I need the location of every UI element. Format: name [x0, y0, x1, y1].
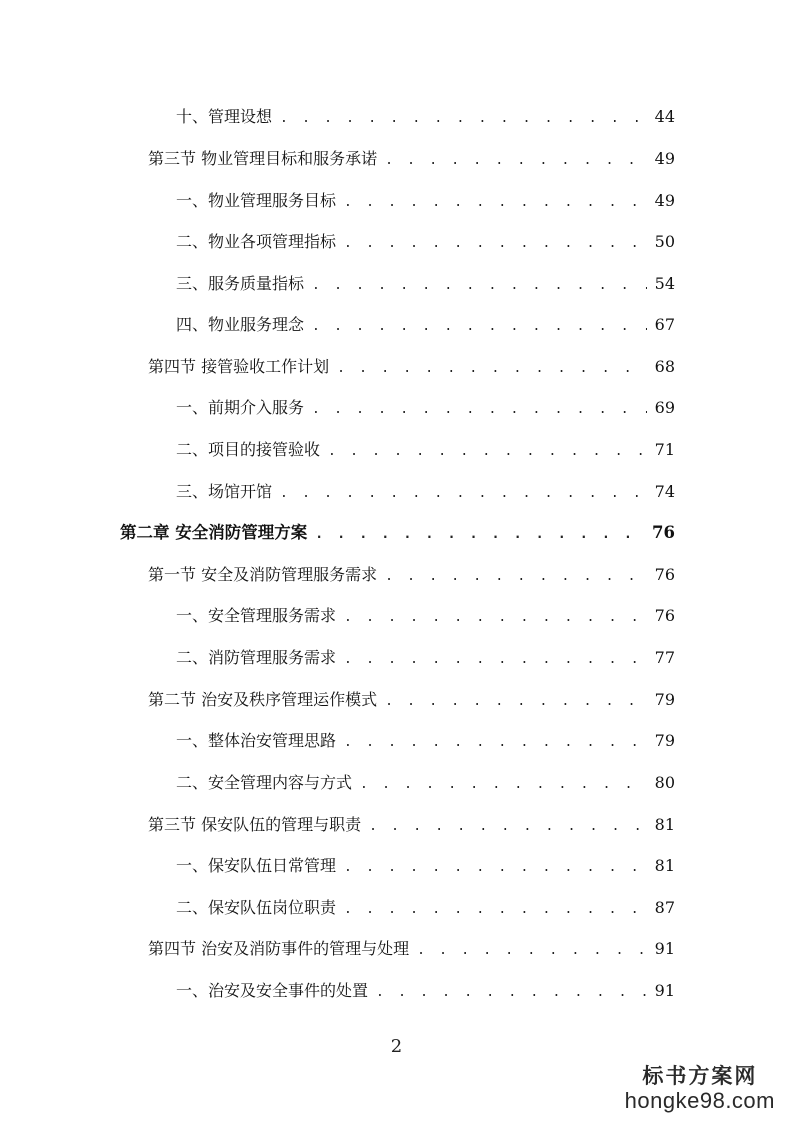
toc-entry-page: 76 — [652, 523, 675, 542]
toc-entry-label: 二、安全管理内容与方式 — [176, 773, 353, 792]
toc-leader-dots — [312, 271, 647, 301]
toc-entry-page: 80 — [654, 773, 675, 792]
toc-leader-dots — [328, 437, 647, 467]
toc-entry-page: 91 — [654, 939, 675, 958]
toc-entry-page: 77 — [654, 648, 675, 667]
toc-entry-label: 一、物业管理服务目标 — [176, 191, 337, 210]
toc-entry-label: 第二章 安全消防管理方案 — [120, 523, 308, 542]
toc-entry-page: 81 — [654, 815, 675, 834]
toc-entry-page: 54 — [654, 274, 675, 293]
toc-leader-dots — [385, 146, 647, 176]
toc-entry-label: 二、项目的接管验收 — [176, 440, 321, 459]
toc-leader-dots — [312, 312, 647, 342]
toc-entry[interactable] — [176, 102, 675, 132]
toc-entry[interactable] — [176, 601, 675, 631]
toc-entry-label: 第三节 物业管理目标和服务承诺 — [148, 149, 378, 168]
toc-entry-label: 第四节 治安及消防事件的管理与处理 — [148, 939, 410, 958]
toc-entry-page: 50 — [654, 232, 675, 251]
toc-entry-label: 第二节 治安及秩序管理运作模式 — [148, 690, 378, 709]
toc-entry[interactable] — [176, 186, 675, 216]
toc-leader-dots — [315, 520, 644, 550]
toc-entry-label: 三、场馆开馆 — [176, 482, 273, 501]
toc-leader-dots — [344, 188, 647, 218]
toc-leader-dots — [344, 853, 647, 883]
toc-entry-page: 44 — [654, 107, 675, 126]
toc-entry-label: 一、保安队伍日常管理 — [176, 856, 337, 875]
watermark-cn-text: 标书方案网 — [642, 1063, 758, 1088]
toc-entry-label: 二、物业各项管理指标 — [176, 232, 337, 251]
toc-entry-page: 69 — [654, 398, 675, 417]
toc-entry-label: 第四节 接管验收工作计划 — [148, 357, 330, 376]
toc-entry-page: 49 — [654, 149, 675, 168]
toc-entry[interactable] — [176, 768, 675, 798]
toc-entry[interactable] — [176, 477, 675, 507]
toc-entry-page: 68 — [654, 357, 675, 376]
toc-entry-page: 81 — [654, 856, 675, 875]
toc-entry-page: 71 — [654, 440, 675, 459]
toc-entry[interactable] — [176, 227, 675, 257]
toc-entry-page: 76 — [654, 565, 675, 584]
toc-entry-label: 四、物业服务理念 — [176, 315, 305, 334]
toc-entry-page: 49 — [654, 191, 675, 210]
toc-entry-page: 91 — [654, 981, 675, 1000]
toc-entry[interactable] — [176, 435, 675, 465]
toc-entry[interactable] — [148, 560, 675, 590]
toc-entry-label: 一、整体治安管理思路 — [176, 731, 337, 750]
toc-entry-label: 一、前期介入服务 — [176, 398, 305, 417]
watermark-en-text: hongke98.com — [624, 1088, 775, 1113]
toc-leader-dots — [344, 645, 647, 675]
toc-leader-dots — [312, 395, 647, 425]
toc-entry-page: 87 — [654, 898, 675, 917]
toc-entry-label: 二、消防管理服务需求 — [176, 648, 337, 667]
toc-entry[interactable] — [176, 893, 675, 923]
toc-entry-label: 二、保安队伍岗位职责 — [176, 898, 337, 917]
toc-leader-dots — [337, 354, 647, 384]
toc-entry-page: 79 — [654, 731, 675, 750]
toc-leader-dots — [360, 770, 647, 800]
toc-leader-dots — [280, 479, 647, 509]
toc-entry-label: 一、治安及安全事件的处置 — [176, 981, 369, 1000]
toc-entry-label: 一、安全管理服务需求 — [176, 606, 337, 625]
toc-entry[interactable] — [148, 810, 675, 840]
toc-leader-dots — [385, 562, 647, 592]
toc-entry[interactable] — [148, 352, 675, 382]
toc-leader-dots — [417, 936, 647, 966]
toc-entry[interactable] — [176, 643, 675, 673]
toc-entry[interactable] — [176, 726, 675, 756]
toc-chapter-entry[interactable] — [120, 518, 675, 548]
toc-entry-page: 79 — [654, 690, 675, 709]
toc-leader-dots — [344, 229, 647, 259]
toc-entry-page: 74 — [654, 482, 675, 501]
toc-entry[interactable] — [176, 310, 675, 340]
toc-leader-dots — [344, 895, 647, 925]
toc-entry[interactable] — [176, 269, 675, 299]
toc-entry-label: 第三节 保安队伍的管理与职责 — [148, 815, 362, 834]
toc-entry-page: 67 — [654, 315, 675, 334]
toc-leader-dots — [376, 978, 647, 1008]
toc-entry[interactable] — [176, 393, 675, 423]
toc-leader-dots — [344, 728, 647, 758]
toc-entry[interactable] — [148, 934, 675, 964]
toc-entry[interactable] — [148, 685, 675, 715]
toc-entry[interactable] — [176, 976, 675, 1006]
toc-leader-dots — [280, 104, 647, 134]
toc-entry-label: 第一节 安全及消防管理服务需求 — [148, 565, 378, 584]
toc-entry[interactable] — [148, 144, 675, 174]
toc-leader-dots — [369, 812, 647, 842]
page-number: 2 — [390, 1036, 403, 1057]
toc-entry-page: 76 — [654, 606, 675, 625]
watermark-logo — [625, 1064, 775, 1114]
toc-leader-dots — [385, 687, 647, 717]
toc-leader-dots — [344, 603, 647, 633]
toc-entry-label: 十、管理设想 — [176, 107, 273, 126]
toc-entry-label: 三、服务质量指标 — [176, 274, 305, 293]
toc-entry[interactable] — [176, 851, 675, 881]
